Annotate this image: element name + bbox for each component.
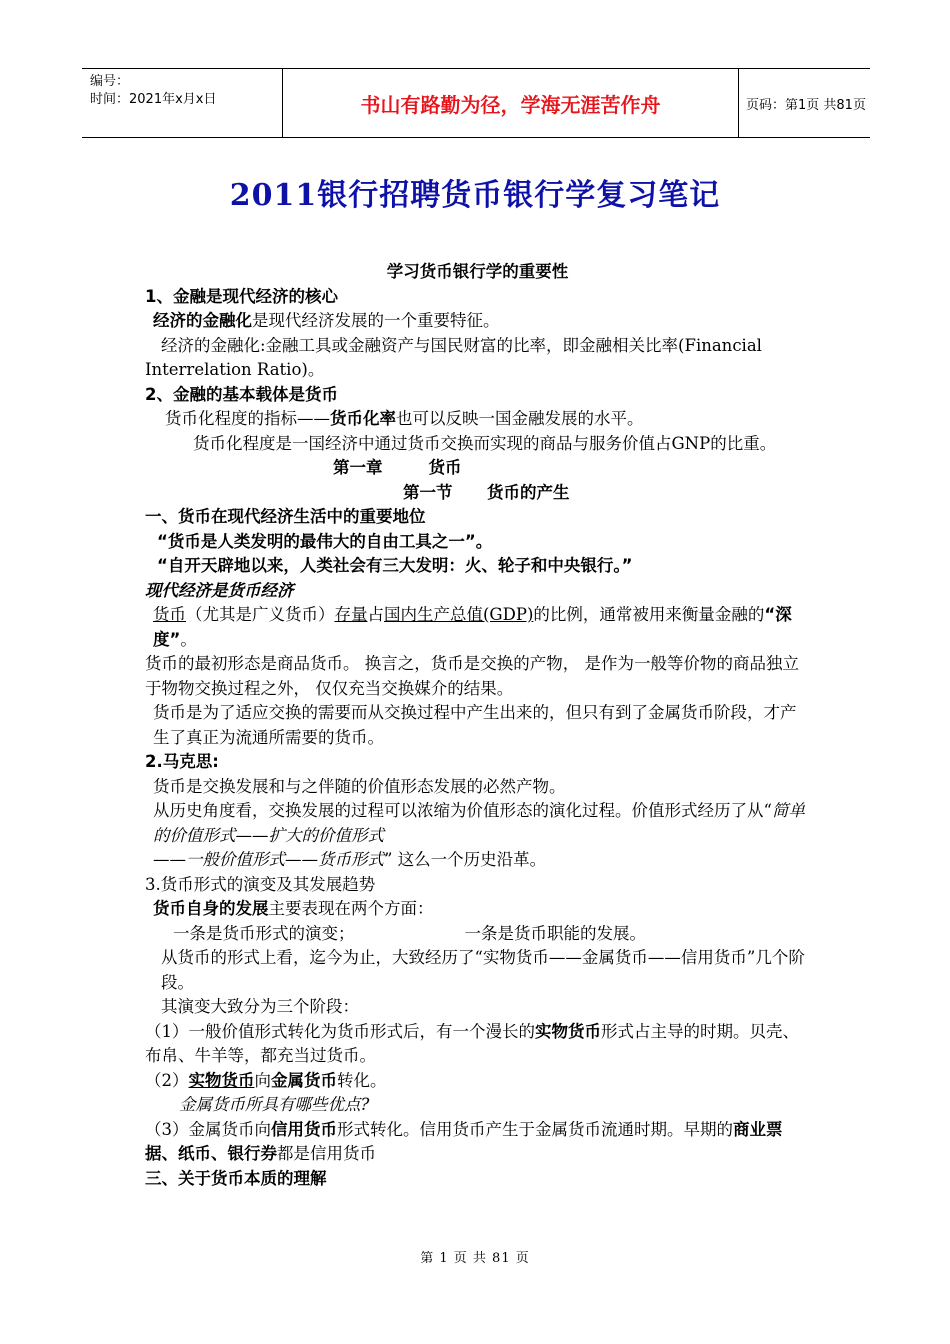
chapter-heading: 第一章 货币: [333, 458, 462, 477]
paragraph: 货币是交换发展和与之伴随的价值形态发展的必然产物。: [153, 776, 566, 796]
italic-question: 金属货币所具有哪些优点?: [179, 1095, 370, 1114]
quote-2: “自开天辟地以来，人类社会有三大发明：火、轮子和中央银行。”: [157, 556, 633, 575]
header-motto: 书山有路勤为径，学海无涯苦作舟: [282, 69, 739, 137]
quote-1: “货币是人类发明的最伟大的自由工具之一”。: [157, 531, 493, 551]
heading-three: 三、关于货币本质的理解: [145, 1168, 327, 1188]
paragraph: 货币自身的发展主要表现在两个方面：: [153, 899, 434, 918]
paragraph: 货币的最初形态是商品货币。 换言之，货币是交换的产物， 是作为一般等价物的商品独立于物物交换过程之外， 仅仅充当交换媒介的结果。: [145, 654, 799, 698]
document-body: [145, 260, 810, 1191]
header-code: 编号：: [90, 74, 130, 89]
paragraph: （2）实物货币向金属货币转化。: [145, 1070, 387, 1090]
italic-heading: 现代经济是货币经济: [145, 580, 294, 600]
page-footer: 第 1 页 共 81 页: [420, 1251, 530, 1266]
paragraph: 从历史角度看，交换发展的过程可以浓缩为价值形态的演化过程。价值形式经历了从“简单的价值形式——扩大的价值形式 ——一般价值形式——货币形式” 这么一个历史沿革。: [153, 801, 805, 869]
paragraph: 货币是为了适应交换的需要而从交换过程中产生出来的，但只有到了金属货币阶段，才产生了真正为流通所需要的货币。: [153, 703, 797, 747]
section-heading-2: 第一节 货币的产生: [403, 482, 570, 502]
document-title: 2011银行招聘货币银行学复习笔记: [229, 178, 721, 213]
heading-2: 2、金融的基本载体是货币: [145, 384, 338, 404]
paragraph: （1）一般价值形式转化为货币形式后，有一个漫长的实物货币形式占主导的时期。贝壳、布帛、牛羊等，都充当过货币。: [145, 1021, 799, 1065]
paragraph: 一条是货币形式的演变； 一条是货币职能的发展。: [173, 923, 646, 943]
header-meta: [82, 69, 290, 141]
paragraph: 从货币的形式上看，迄今为止，大致经历了“实物货币——金属货币——信用货币”几个阶段。: [161, 948, 805, 992]
paragraph: 经济的金融化是现代经济发展的一个重要特征。: [153, 311, 500, 330]
paragraph: 货币化程度是一国经济中通过货币交换而实现的商品与服务价值占GNP的比重。: [193, 433, 777, 453]
paragraph: 货币（尤其是广义货币）存量占国内生产总值(GDP)的比例，通常被用来衡量金融的“深度”。: [153, 605, 792, 649]
heading-marx: 2.马克思:: [145, 752, 219, 771]
header-time: 时间：2021年x月x日: [90, 92, 217, 107]
paragraph: 其演变大致分为三个阶段：: [161, 997, 359, 1016]
heading-one: 一、货币在现代经济生活中的重要地位: [145, 507, 426, 526]
heading-1: 1、金融是现代经济的核心: [145, 286, 338, 306]
heading-3: 3.货币形式的演变及其发展趋势: [145, 874, 376, 894]
section-heading: 学习货币银行学的重要性: [386, 262, 569, 281]
paragraph: （3）金属货币向信用货币形式转化。信用货币产生于金属货币流通时期。早期的商业票据、纸币、银行券都是信用货币: [145, 1119, 783, 1163]
page-header: [82, 68, 870, 138]
header-page-info: 页码：第1页 共81页: [746, 97, 866, 113]
paragraph: 货币化程度的指标——货币化率也可以反映一国金融发展的水平。: [165, 409, 644, 428]
paragraph: 经济的金融化:金融工具或金融资产与国民财富的比率，即金融相关比率(Financial Interrelation Ratio)。: [145, 335, 762, 379]
